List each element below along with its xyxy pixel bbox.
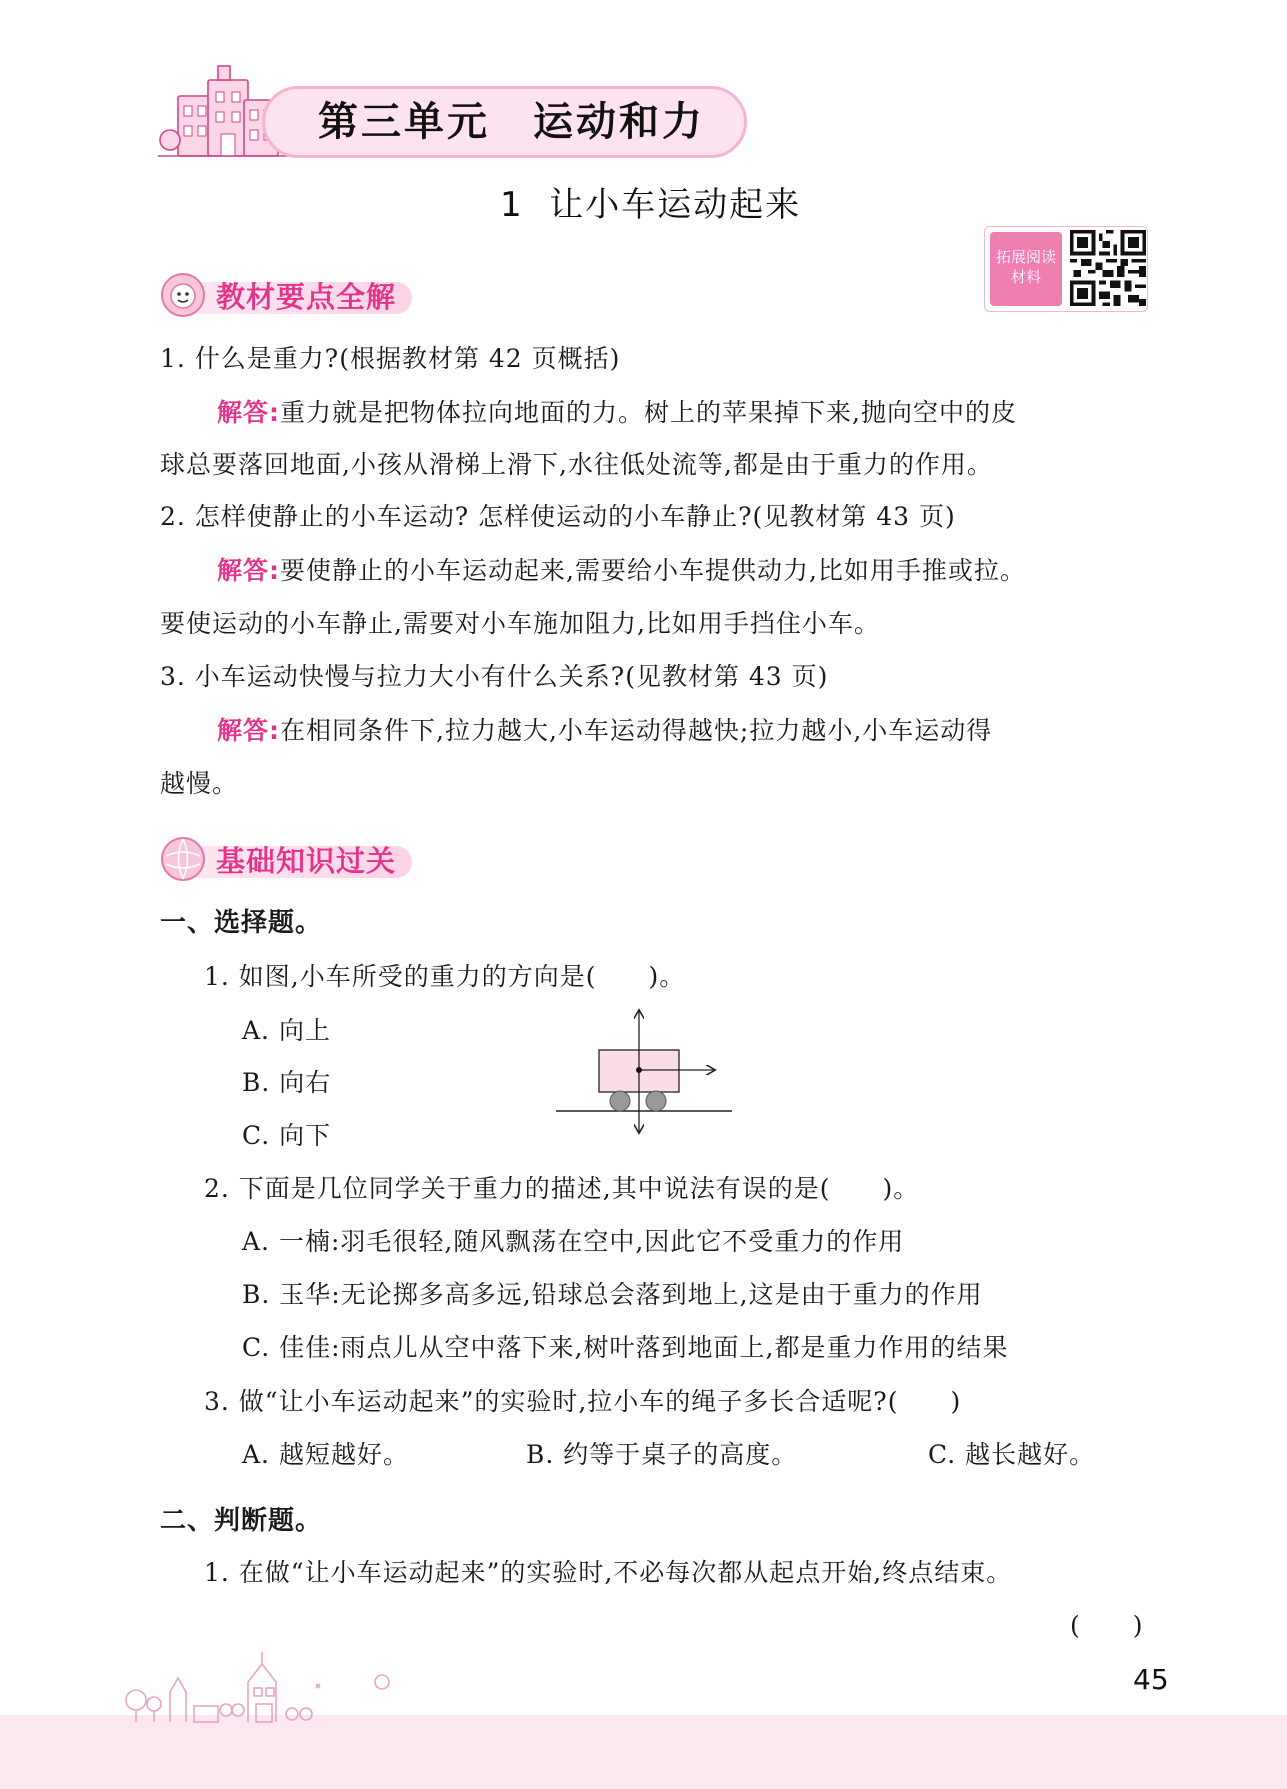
point-1-question: 1. 什么是重力?(根据教材第 42 页概括) bbox=[160, 344, 621, 373]
cart-wheel-left bbox=[610, 1091, 630, 1111]
footer-band bbox=[0, 1715, 1287, 1789]
q1-option-b[interactable]: B. 向右 bbox=[242, 1068, 332, 1097]
q1-option-c[interactable]: C. 向下 bbox=[242, 1121, 332, 1150]
globe-mascot-icon bbox=[160, 836, 206, 882]
q1-stem: 1. 如图,小车所受的重力的方向是( )。 bbox=[204, 962, 686, 991]
unit-title: 第三单元 运动和力 bbox=[318, 99, 705, 145]
footer-town-illustration bbox=[120, 1648, 420, 1724]
judge-1-stem: 1. 在做“让小车运动起来”的实验时,不必每次都从起点开始,终点结束。 bbox=[204, 1558, 1013, 1587]
q2-stem: 2. 下面是几位同学关于重力的描述,其中说法有误的是( )。 bbox=[204, 1174, 920, 1203]
q1-option-a[interactable]: A. 向上 bbox=[242, 1016, 331, 1045]
point-3-answer-line-1: 解答:在相同条件下,拉力越大,小车运动得越快;拉力越小,小车运动得 bbox=[217, 716, 993, 745]
part-1-title: 一、选择题。 bbox=[160, 908, 323, 938]
q2-option-c[interactable]: C. 佳佳:雨点儿从空中落下来,树叶落到地面上,都是重力作用的结果 bbox=[242, 1333, 1009, 1362]
qr-code-icon[interactable] bbox=[1070, 230, 1146, 306]
point-1-answer-line-1: 解答:重力就是把物体拉向地面的力。树上的苹果掉下来,抛向空中的皮 bbox=[217, 398, 1017, 427]
page-number: 45 bbox=[1133, 1663, 1169, 1696]
q2-option-b[interactable]: B. 玉华:无论掷多高多远,铅球总会落到地上,这是由于重力的作用 bbox=[242, 1280, 983, 1309]
judge-1-answer-blank[interactable]: ( ) bbox=[1070, 1611, 1144, 1640]
q2-option-a[interactable]: A. 一楠:羽毛很轻,随风飘荡在空中,因此它不受重力的作用 bbox=[242, 1227, 905, 1256]
mascot-icon bbox=[160, 272, 206, 318]
section-heading-textbook-points: 教材要点全解 bbox=[160, 272, 440, 322]
part-2-title: 二、判断题。 bbox=[160, 1506, 323, 1536]
q3-option-a[interactable]: A. 越短越好。 bbox=[242, 1440, 409, 1469]
point-2-answer-line-2: 要使运动的小车静止,需要对小车施加阻力,比如用手挡住小车。 bbox=[160, 609, 880, 638]
cart-force-diagram bbox=[554, 1008, 734, 1136]
point-1-answer-line-2: 球总要落回地面,小孩从滑梯上滑下,水往低处流等,都是由于重力的作用。 bbox=[160, 450, 993, 479]
q3-stem: 3. 做“让小车运动起来”的实验时,拉小车的绳子多长合适呢?( ) bbox=[204, 1387, 962, 1416]
extended-reading-label: 拓展阅读 材料 bbox=[990, 232, 1062, 306]
cart-wheel-right bbox=[646, 1091, 666, 1111]
q3-option-c[interactable]: C. 越长越好。 bbox=[928, 1440, 1096, 1469]
center-point bbox=[636, 1067, 642, 1073]
point-2-question: 2. 怎样使静止的小车运动? 怎样使运动的小车静止?(见教材第 43 页) bbox=[160, 502, 956, 531]
section-heading-basic-knowledge: 基础知识过关 bbox=[160, 836, 440, 886]
lesson-title: 1 让小车运动起来 bbox=[500, 185, 802, 225]
point-2-answer-line-1: 解答:要使静止的小车运动起来,需要给小车提供动力,比如用手推或拉。 bbox=[217, 556, 1026, 585]
point-3-answer-line-2: 越慢。 bbox=[160, 769, 239, 798]
q3-option-b[interactable]: B. 约等于桌子的高度。 bbox=[526, 1440, 798, 1469]
point-3-question: 3. 小车运动快慢与拉力大小有什么关系?(见教材第 43 页) bbox=[160, 662, 829, 691]
